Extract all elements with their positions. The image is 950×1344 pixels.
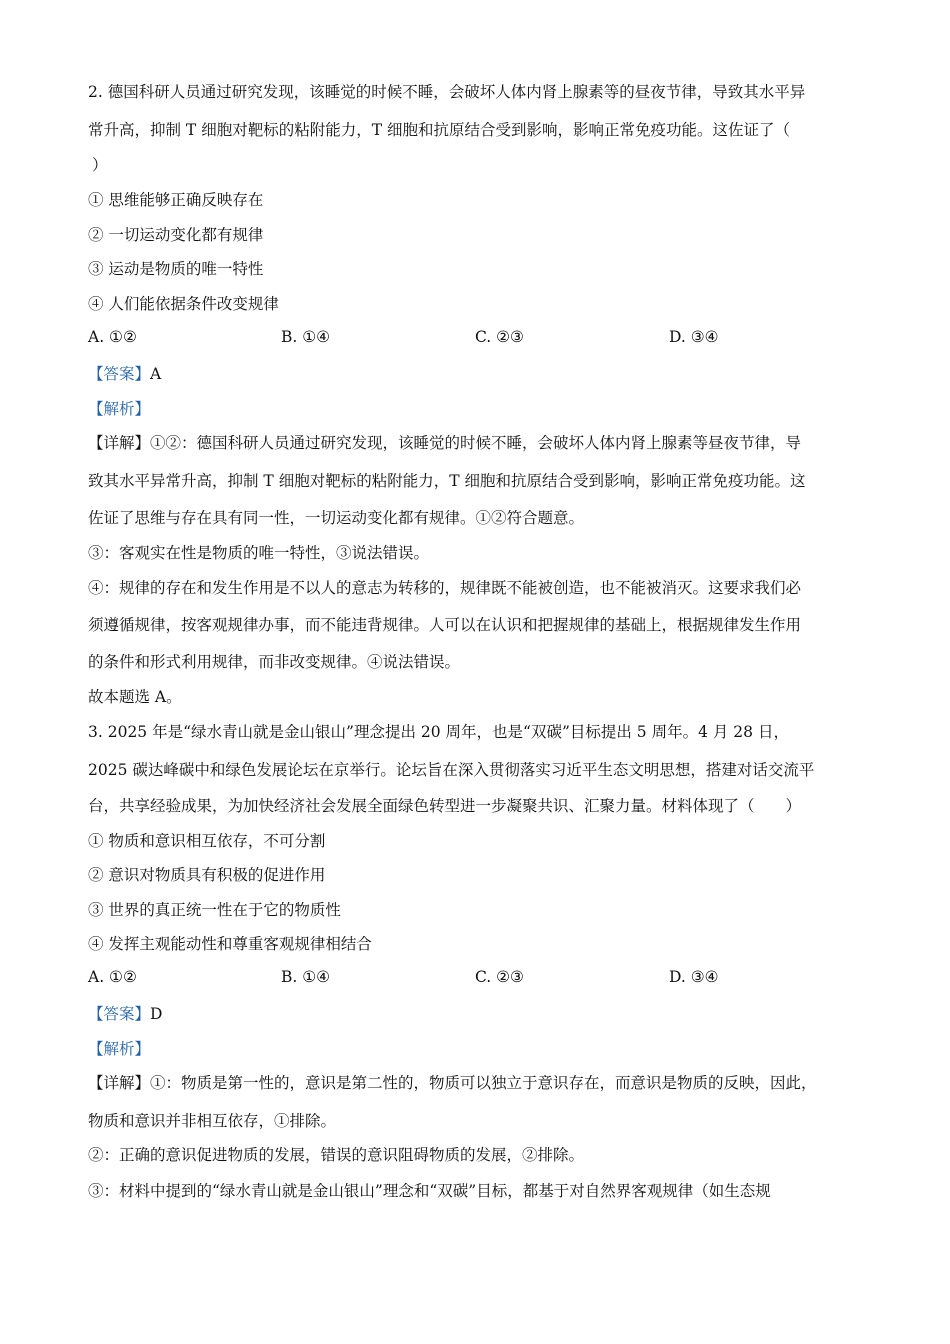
q3-item: ② 意识对物质具有积极的促进作用 xyxy=(88,866,326,884)
q3-detail-line: ②：正确的意识促进物质的发展，错误的意识阻碍物质的发展，②排除。 xyxy=(88,1146,585,1164)
q3-stem-line: 台，共享经验成果，为加快经济社会发展全面绿色转型进一步凝聚共识、汇聚力量。材料体现了（ ） xyxy=(88,797,802,815)
q3-stem-line: 3. 2025 年是“绿水青山就是金山银山”理念提出 20 周年，也是“双碳”目标提出 5 周年。4 月 28 日， xyxy=(88,723,789,741)
q3-option-a: A. ①② xyxy=(88,968,137,986)
q2-detail-line: 须遵循规律，按客观规律办事，而不能违背规律。人可以在认识和把握规律的基础上，根据规律发生作用 xyxy=(88,616,802,634)
detail-text: ①：物质是第一性的，意识是第二性的，物质可以独立于意识存在，而意识是物质的反映，因此， xyxy=(150,1074,817,1092)
q2-detail-line: 的条件和形式利用规律，而非改变规律。④说法错误。 xyxy=(88,653,461,671)
q2-detail-line: ④：规律的存在和发生作用是不以人的意志为转移的，规律既不能被创造，也不能被消灭。这要求我们必 xyxy=(88,579,802,597)
answer-tag: 【答案】 xyxy=(88,1005,151,1023)
q3-detail-line: ③：材料中提到的“绿水青山就是金山银山”理念和“双碳”目标，都基于对自然界客观规律（如生态规 xyxy=(88,1182,771,1200)
q3-item: ③ 世界的真正统一性在于它的物质性 xyxy=(88,901,341,919)
q2-option-d: D. ③④ xyxy=(669,328,719,346)
q2-stem-line: 2. 德国科研人员通过研究发现，该睡觉的时候不睡，会破坏人体内肾上腺素等的昼夜节律，导致其水平异 xyxy=(88,83,806,101)
q2-option-b: B. ①④ xyxy=(281,328,331,346)
q2-detail-line xyxy=(88,433,801,453)
detail-tag: 【详解】 xyxy=(88,1074,151,1092)
q3-answer xyxy=(88,1004,162,1024)
answer-value: A xyxy=(150,365,162,383)
q3-item: ① 物质和意识相互依存，不可分割 xyxy=(88,832,326,850)
q2-item: ④ 人们能依据条件改变规律 xyxy=(88,295,279,313)
detail-text: ①②：德国科研人员通过研究发现，该睡觉的时候不睡，会破坏人体内肾上腺素等昼夜节律，导 xyxy=(150,434,802,452)
q2-item: ③ 运动是物质的唯一特性 xyxy=(88,260,264,278)
q2-detail-line: ③：客观实在性是物质的唯一特性，③说法错误。 xyxy=(88,544,430,562)
q3-item: ④ 发挥主观能动性和尊重客观规律相结合 xyxy=(88,935,372,953)
q2-answer xyxy=(88,364,161,384)
q2-stem-line: ） xyxy=(92,156,108,174)
q3-detail-line: 物质和意识并非相互依存，①排除。 xyxy=(88,1112,337,1130)
q2-item: ② 一切运动变化都有规律 xyxy=(88,226,264,244)
q2-item: ① 思维能够正确反映存在 xyxy=(88,191,264,209)
q3-stem-line: 2025 碳达峰碳中和绿色发展论坛在京举行。论坛旨在深入贯彻落实习近平生态文明思想，搭建对话交流平 xyxy=(88,761,815,779)
q3-detail-line xyxy=(88,1073,817,1093)
q3-analysis-tag: 【解析】 xyxy=(88,1040,151,1058)
q3-option-d: D. ③④ xyxy=(669,968,719,986)
detail-tag: 【详解】 xyxy=(88,434,151,452)
q2-stem-line: 常升高，抑制 T 细胞对靶标的粘附能力，T 细胞和抗原结合受到影响，影响正常免疫功能。这佐证了（ xyxy=(88,121,790,139)
q3-option-c: C. ②③ xyxy=(475,968,524,986)
answer-tag: 【答案】 xyxy=(88,365,151,383)
q2-detail-line: 佐证了思维与存在具有同一性，一切运动变化都有规律。①②符合题意。 xyxy=(88,509,585,527)
q2-option-a: A. ①② xyxy=(88,328,137,346)
q2-conclusion: 故本题选 A。 xyxy=(88,688,182,706)
answer-value: D xyxy=(150,1005,163,1023)
q2-option-c: C. ②③ xyxy=(475,328,524,346)
q2-detail-line: 致其水平异常升高，抑制 T 细胞对靶标的粘附能力，T 细胞和抗原结合受到影响，影响正常免疫功能。这 xyxy=(88,472,806,490)
q2-analysis-tag: 【解析】 xyxy=(88,400,151,418)
q3-option-b: B. ①④ xyxy=(281,968,331,986)
